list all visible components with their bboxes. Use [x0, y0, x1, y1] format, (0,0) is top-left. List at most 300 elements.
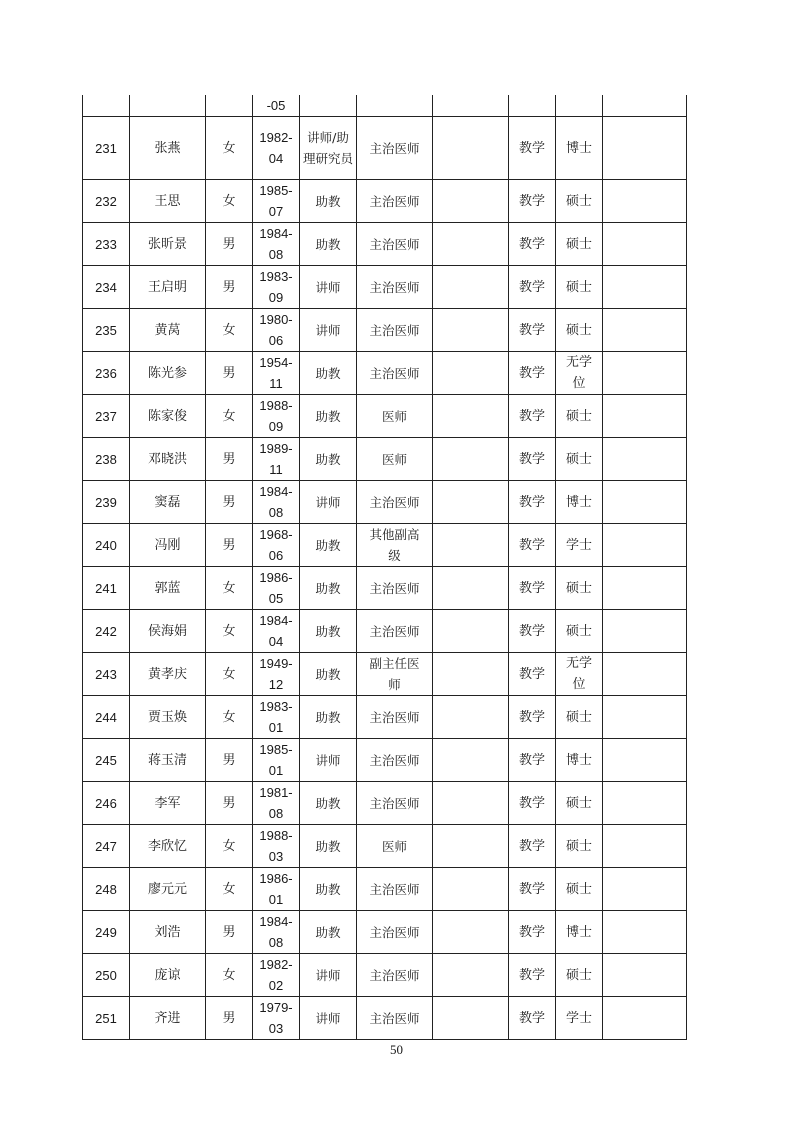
table-row — [83, 868, 687, 911]
staff-table — [82, 95, 687, 1040]
cell-gender-text: 男 — [222, 924, 236, 940]
cell-title — [300, 825, 357, 868]
cell-extra — [603, 696, 687, 739]
cell-num-text: 250 — [95, 967, 117, 983]
cell-num — [83, 696, 130, 739]
cell-birth-text: 1985-01 — [259, 742, 293, 778]
cell-type — [509, 352, 556, 395]
cell-num-text: 233 — [95, 236, 117, 252]
cell-num — [83, 997, 130, 1040]
cell-gender — [206, 117, 253, 180]
cell-extra — [603, 95, 687, 117]
cell-degree-text: 硕士 — [565, 967, 592, 983]
cell-gender-text: 女 — [222, 967, 236, 983]
cell-type-text: 教学 — [518, 752, 545, 768]
cell-type — [509, 309, 556, 352]
cell-title — [300, 782, 357, 825]
cell-blank — [433, 438, 509, 481]
cell-tech-text: 主治医师 — [369, 623, 420, 639]
cell-type-text: 教学 — [518, 140, 545, 156]
cell-num-text: 241 — [95, 580, 117, 596]
table-row — [83, 610, 687, 653]
cell-extra — [603, 911, 687, 954]
cell-birth-text: 1986-05 — [259, 570, 293, 606]
cell-degree — [556, 95, 603, 117]
cell-type-text: 教学 — [518, 709, 545, 725]
table-row — [83, 653, 687, 696]
cell-birth — [253, 309, 300, 352]
cell-birth — [253, 117, 300, 180]
cell-name-text: 贾玉焕 — [147, 709, 187, 725]
cell-name — [130, 782, 206, 825]
table-row — [83, 481, 687, 524]
cell-degree — [556, 696, 603, 739]
cell-name — [130, 653, 206, 696]
cell-blank — [433, 696, 509, 739]
cell-name-text: 廖元元 — [147, 881, 187, 897]
cell-type — [509, 911, 556, 954]
cell-degree — [556, 309, 603, 352]
cell-blank — [433, 95, 509, 117]
cell-type — [509, 954, 556, 997]
cell-name-text: 郭蓝 — [154, 580, 181, 596]
cell-degree-text: 硕士 — [565, 322, 592, 338]
cell-title — [300, 739, 357, 782]
cell-num-text: 236 — [95, 365, 117, 381]
cell-birth-text: 1954-11 — [259, 355, 293, 391]
cell-degree-text: 硕士 — [565, 838, 592, 854]
cell-blank — [433, 266, 509, 309]
cell-degree-text: 硕士 — [565, 408, 592, 424]
cell-title-text: 助教 — [315, 537, 341, 553]
cell-tech — [357, 481, 433, 524]
cell-extra — [603, 997, 687, 1040]
cell-title — [300, 352, 357, 395]
cell-tech-text: 主治医师 — [369, 494, 420, 510]
cell-blank — [433, 825, 509, 868]
cell-name — [130, 696, 206, 739]
cell-tech-text: 医师 — [381, 408, 407, 424]
table-row — [83, 352, 687, 395]
cell-birth — [253, 610, 300, 653]
cell-type — [509, 117, 556, 180]
cell-tech-text: 主治医师 — [369, 881, 420, 897]
cell-degree — [556, 911, 603, 954]
cell-degree — [556, 117, 603, 180]
table-row — [83, 696, 687, 739]
cell-birth-text: 1979-03 — [259, 1000, 293, 1036]
cell-degree — [556, 782, 603, 825]
cell-blank — [433, 911, 509, 954]
cell-name-text: 陈家俊 — [147, 408, 187, 424]
cell-tech-text: 医师 — [381, 451, 407, 467]
cell-num — [83, 180, 130, 223]
cell-tech — [357, 266, 433, 309]
cell-degree — [556, 352, 603, 395]
cell-degree-text: 硕士 — [565, 580, 592, 596]
cell-gender — [206, 782, 253, 825]
cell-title — [300, 653, 357, 696]
cell-gender — [206, 266, 253, 309]
cell-gender — [206, 438, 253, 481]
cell-tech — [357, 868, 433, 911]
cell-title — [300, 696, 357, 739]
cell-tech-text: 主治医师 — [369, 709, 420, 725]
cell-type — [509, 438, 556, 481]
cell-type-text: 教学 — [518, 1010, 545, 1026]
cell-name-text: 刘浩 — [154, 924, 181, 940]
cell-extra — [603, 954, 687, 997]
cell-title-text: 助教 — [315, 838, 341, 854]
cell-gender-text: 男 — [222, 795, 236, 811]
cell-extra — [603, 610, 687, 653]
cell-extra — [603, 739, 687, 782]
cell-name — [130, 997, 206, 1040]
cell-type-text: 教学 — [518, 967, 545, 983]
cell-num — [83, 567, 130, 610]
cell-birth-text: 1980-06 — [259, 312, 293, 348]
cell-blank — [433, 481, 509, 524]
cell-title — [300, 610, 357, 653]
cell-name-text: 庞谅 — [154, 967, 181, 983]
cell-gender — [206, 180, 253, 223]
cell-degree — [556, 997, 603, 1040]
cell-degree-text: 无学位 — [565, 355, 592, 391]
cell-title — [300, 868, 357, 911]
cell-birth — [253, 352, 300, 395]
cell-type-text: 教学 — [518, 838, 545, 854]
cell-extra — [603, 309, 687, 352]
table-row — [83, 438, 687, 481]
cell-title-text: 助教 — [315, 709, 341, 725]
cell-type — [509, 95, 556, 117]
cell-tech-text: 主治医师 — [369, 1010, 420, 1026]
cell-degree-text: 博士 — [565, 494, 592, 510]
cell-type-text: 教学 — [518, 580, 545, 596]
cell-type — [509, 223, 556, 266]
cell-birth — [253, 739, 300, 782]
cell-num-text: 234 — [95, 279, 117, 295]
table-row — [83, 825, 687, 868]
cell-type — [509, 739, 556, 782]
cell-name-text: 张昕景 — [147, 236, 187, 252]
cell-gender — [206, 352, 253, 395]
cell-type — [509, 524, 556, 567]
cell-tech-text: 其他副高级 — [369, 527, 420, 563]
cell-extra — [603, 395, 687, 438]
cell-name — [130, 825, 206, 868]
cell-type-text: 教学 — [518, 408, 545, 424]
cell-num — [83, 868, 130, 911]
cell-tech — [357, 825, 433, 868]
cell-gender — [206, 739, 253, 782]
cell-num — [83, 223, 130, 266]
cell-gender — [206, 309, 253, 352]
cell-title-text: 讲师 — [315, 752, 341, 768]
cell-birth-text: 1984-08 — [259, 914, 293, 950]
cell-degree-text: 硕士 — [565, 279, 592, 295]
cell-blank — [433, 352, 509, 395]
cell-title-text: 助教 — [315, 451, 341, 467]
cell-num — [83, 954, 130, 997]
cell-degree-text: 博士 — [565, 140, 592, 156]
cell-num-text: 247 — [95, 838, 117, 854]
cell-type-text: 教学 — [518, 236, 545, 252]
cell-num — [83, 117, 130, 180]
cell-gender — [206, 395, 253, 438]
cell-degree — [556, 180, 603, 223]
cell-type-text: 教学 — [518, 795, 545, 811]
cell-num — [83, 825, 130, 868]
cell-num — [83, 481, 130, 524]
cell-name-text: 黄莴 — [154, 322, 181, 338]
cell-gender-text: 男 — [222, 451, 236, 467]
cell-birth — [253, 395, 300, 438]
cell-title-text: 助教 — [315, 580, 341, 596]
cell-tech-text: 主治医师 — [369, 279, 420, 295]
cell-name — [130, 610, 206, 653]
cell-type — [509, 567, 556, 610]
cell-name-text: 陈光参 — [147, 365, 187, 381]
cell-num-text: 249 — [95, 924, 117, 940]
cell-degree — [556, 223, 603, 266]
cell-title-text: 助教 — [315, 408, 341, 424]
cell-tech-text: 主治医师 — [369, 193, 420, 209]
cell-num-text: 235 — [95, 322, 117, 338]
cell-degree-text: 无学位 — [565, 656, 592, 692]
cell-num-text: 237 — [95, 408, 117, 424]
cell-birth-text: 1984-08 — [259, 484, 293, 520]
cell-name-text: 蒋玉清 — [147, 752, 187, 768]
cell-num — [83, 782, 130, 825]
cell-birth-text: 1988-09 — [259, 398, 293, 434]
cell-tech-text: 主治医师 — [369, 795, 420, 811]
cell-type — [509, 610, 556, 653]
cell-title — [300, 567, 357, 610]
cell-title-text: 助教 — [315, 881, 341, 897]
cell-degree-text: 硕士 — [565, 709, 592, 725]
cell-title-text: 讲师 — [315, 279, 341, 295]
cell-title-text: 讲师 — [315, 494, 341, 510]
cell-gender — [206, 997, 253, 1040]
cell-tech — [357, 438, 433, 481]
cell-type-text: 教学 — [518, 322, 545, 338]
table-row — [83, 117, 687, 180]
table-row — [83, 309, 687, 352]
cell-tech — [357, 117, 433, 180]
cell-birth — [253, 567, 300, 610]
cell-birth-text: 1985-07 — [259, 183, 293, 219]
cell-tech — [357, 352, 433, 395]
cell-name — [130, 481, 206, 524]
cell-birth-text: 1982-04 — [259, 130, 293, 166]
table-row — [83, 911, 687, 954]
table-row-continued — [83, 95, 687, 117]
cell-name-text: 窦磊 — [154, 494, 181, 510]
cell-name — [130, 309, 206, 352]
cell-num — [83, 610, 130, 653]
cell-degree — [556, 567, 603, 610]
cell-type — [509, 180, 556, 223]
cell-num-text: 245 — [95, 752, 117, 768]
cell-gender-text: 男 — [222, 494, 236, 510]
cell-num-text: 232 — [95, 193, 117, 209]
cell-title — [300, 911, 357, 954]
cell-gender-text: 女 — [222, 408, 236, 424]
cell-title-text: 助教 — [315, 193, 341, 209]
cell-blank — [433, 309, 509, 352]
cell-gender — [206, 567, 253, 610]
cell-birth — [253, 825, 300, 868]
cell-extra — [603, 481, 687, 524]
cell-title-text: 讲师 — [315, 1010, 341, 1026]
cell-extra — [603, 825, 687, 868]
cell-name-text: 黄孝庆 — [147, 666, 187, 682]
cell-gender — [206, 610, 253, 653]
cell-type — [509, 997, 556, 1040]
cell-name-text: 李欣忆 — [147, 838, 187, 854]
table-row — [83, 180, 687, 223]
cell-blank — [433, 868, 509, 911]
cell-gender-text: 女 — [222, 666, 236, 682]
cell-degree-text: 硕士 — [565, 881, 592, 897]
cell-tech — [357, 524, 433, 567]
table-row — [83, 266, 687, 309]
cell-name-text: 齐进 — [154, 1010, 181, 1026]
cell-title-text: 讲师/助理研究员 — [302, 130, 353, 166]
cell-title-text: 助教 — [315, 795, 341, 811]
cell-gender-text: 女 — [222, 881, 236, 897]
cell-name — [130, 868, 206, 911]
cell-blank — [433, 782, 509, 825]
cell-num-text: 251 — [95, 1010, 117, 1026]
cell-gender — [206, 696, 253, 739]
cell-type — [509, 481, 556, 524]
cell-extra — [603, 524, 687, 567]
cell-num-text: 242 — [95, 623, 117, 639]
cell-tech — [357, 223, 433, 266]
page-number: 50 — [390, 1042, 403, 1057]
cell-title-text: 助教 — [315, 924, 341, 940]
cell-degree — [556, 481, 603, 524]
cell-extra — [603, 352, 687, 395]
cell-title-text: 助教 — [315, 623, 341, 639]
cell-name — [130, 524, 206, 567]
cell-gender — [206, 481, 253, 524]
cell-blank — [433, 524, 509, 567]
cell-degree-text: 硕士 — [565, 451, 592, 467]
cell-extra — [603, 868, 687, 911]
table-row — [83, 395, 687, 438]
cell-degree — [556, 868, 603, 911]
cell-type-text: 教学 — [518, 924, 545, 940]
cell-type-text: 教学 — [518, 365, 545, 381]
cell-name — [130, 117, 206, 180]
cell-gender-text: 男 — [222, 236, 236, 252]
table-row — [83, 782, 687, 825]
cell-extra — [603, 653, 687, 696]
cell-gender-text: 女 — [222, 623, 236, 639]
cell-birth — [253, 653, 300, 696]
cell-birth-text: 1988-03 — [259, 828, 293, 864]
cell-name — [130, 223, 206, 266]
cell-name — [130, 438, 206, 481]
cell-num — [83, 352, 130, 395]
cell-birth — [253, 696, 300, 739]
cell-birth — [253, 911, 300, 954]
cell-type — [509, 868, 556, 911]
table-row — [83, 524, 687, 567]
cell-tech — [357, 180, 433, 223]
cell-tech — [357, 739, 433, 782]
cell-title — [300, 117, 357, 180]
cell-blank — [433, 653, 509, 696]
cell-num — [83, 266, 130, 309]
cell-degree-text: 博士 — [565, 752, 592, 768]
cell-title — [300, 997, 357, 1040]
cell-num-text: 239 — [95, 494, 117, 510]
cell-type — [509, 653, 556, 696]
cell-type-text: 教学 — [518, 494, 545, 510]
cell-type — [509, 782, 556, 825]
cell-blank — [433, 610, 509, 653]
cell-num-text: 231 — [95, 140, 117, 156]
cell-name — [130, 911, 206, 954]
cell-gender — [206, 825, 253, 868]
cell-extra — [603, 117, 687, 180]
cell-name-text: 邓晓洪 — [147, 451, 187, 467]
cell-birth-text: 1984-04 — [259, 613, 293, 649]
cell-name-text: 王思 — [154, 193, 181, 209]
cell-gender — [206, 868, 253, 911]
cell-degree-text: 学士 — [565, 1010, 592, 1026]
cell-name — [130, 352, 206, 395]
cell-gender — [206, 95, 253, 117]
cell-degree — [556, 438, 603, 481]
cell-birth-text: 1949-12 — [259, 656, 293, 692]
cell-num-text: 243 — [95, 666, 117, 682]
cell-birth — [253, 180, 300, 223]
cell-tech-text: 医师 — [381, 838, 407, 854]
cell-num — [83, 524, 130, 567]
cell-extra — [603, 266, 687, 309]
cell-birth — [253, 223, 300, 266]
cell-title — [300, 395, 357, 438]
cell-title — [300, 180, 357, 223]
cell-num — [83, 395, 130, 438]
cell-num — [83, 911, 130, 954]
cell-birth-text: 1989-11 — [259, 441, 293, 477]
cell-tech-text: 主治医师 — [369, 322, 420, 338]
cell-degree — [556, 395, 603, 438]
cell-title — [300, 524, 357, 567]
cell-blank — [433, 739, 509, 782]
cell-tech — [357, 696, 433, 739]
table-row — [83, 739, 687, 782]
cell-gender — [206, 954, 253, 997]
cell-gender — [206, 911, 253, 954]
cell-birth — [253, 954, 300, 997]
cell-name — [130, 954, 206, 997]
cell-tech-text: 主治医师 — [369, 752, 420, 768]
cell-extra — [603, 438, 687, 481]
cell-tech-text: 主治医师 — [369, 580, 420, 596]
cell-birth — [253, 997, 300, 1040]
cell-name-text: 张燕 — [154, 140, 181, 156]
cell-blank — [433, 223, 509, 266]
cell-type-text: 教学 — [518, 279, 545, 295]
cell-tech-text: 主治医师 — [369, 236, 420, 252]
